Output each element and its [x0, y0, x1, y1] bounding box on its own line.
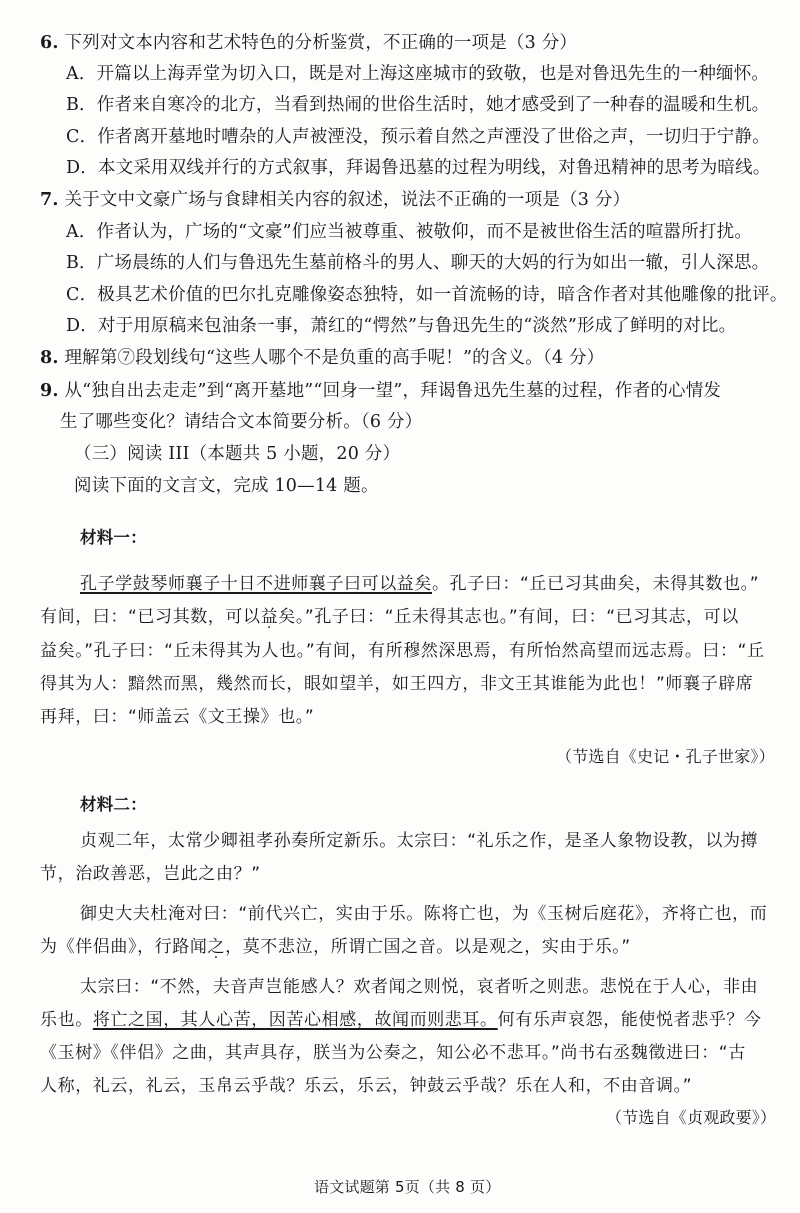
- material-2-line-5: 太宗曰：“不然，夫音声岂能感人？欢者闻之则悦，哀者听之则悲。悲悦在于人心，非由: [80, 977, 759, 997]
- material-2-line-6: [40, 1009, 762, 1031]
- question-number: 7.: [40, 190, 59, 210]
- q6-option-d: D．本文采用双线并行的方式叙事，拜谒鲁迅墓的过程为明线，对鲁迅精神的思考为暗线。: [66, 158, 771, 178]
- question-number: 8.: [40, 348, 59, 368]
- material-2-line-3: 御史大夫杜淹对曰：“前代兴亡，实由于乐。陈将亡也，为《玉树后庭花》，齐将亡也，而: [80, 904, 768, 924]
- question-number: 9.: [40, 381, 59, 401]
- q7-option-d: D．对于用原稿来包油条一事，萧红的“愕然”与鲁迅先生的“淡然”形成了鲜明的对比。: [66, 316, 737, 336]
- material-1-line-1: [80, 573, 759, 595]
- question-text: 从“独自出去走走”到“离开墓地”“回身一望”，拜谒鲁迅先生墓的过程，作者的心情发: [64, 381, 722, 401]
- q6-option-c: C．作者离开墓地时嘈杂的人声被湮没，预示着自然之声湮没了世俗之声，一切归于宁静。: [66, 127, 770, 147]
- section-instruction: 阅读下面的文言文，完成 10—14 题。: [74, 476, 379, 496]
- text-segment: 。孔子曰：“丘已习其曲矣，未得其数也。”: [432, 574, 760, 594]
- question-text: 理解第⑦段划线句“这些人哪个不是负重的高手呢！”的含义。（4 分）: [64, 348, 605, 368]
- underlined-sentence: 孔子学鼓琴师襄子十日不进师襄子曰可以益矣: [80, 574, 432, 594]
- material-2-line-8: 人称，礼云，礼云，玉帛云乎哉？乐云，乐云，钟鼓云乎哉？乐在人和，不由音调。”: [40, 1076, 693, 1096]
- material-1-line-4: 得其为人：黯然而黑，幾然而长，眼如望羊，如王四方，非文王其谁能为此也！”师襄子辟席: [40, 674, 754, 694]
- material-2-line-7: 《玉树》《伴侣》之曲，其声具存，朕当为公奏之，知公必不悲耳。”尚书右丞魏徵进曰：“古: [40, 1043, 746, 1063]
- section-title: （三）阅读 III（本题共 5 小题，20 分）: [74, 444, 401, 464]
- dotted-word: 之: [207, 937, 226, 957]
- text-segment: ，莫不悲泣，所谓亡国之音。以是观之，实由于乐。”: [225, 937, 631, 957]
- material-1-line-2: [40, 606, 739, 628]
- q7-option-b: B．广场晨练的人们与鲁迅先生墓前格斗的男人、聊天的大妈的行为如出一辙，引人深思。: [66, 253, 770, 273]
- question-text: 下列对文本内容和艺术特色的分析鉴赏，不正确的一项是（3 分）: [64, 33, 578, 53]
- text-segment: 矣。”孔子曰：“丘未得其志也。”有间，曰：“已习其志，可以: [278, 607, 739, 627]
- question-7-stem: [40, 189, 630, 211]
- q7-option-a: A．作者认为，广场的“文豪”们应当被尊重、被敬仰，而不是被世俗生活的喧嚣所打扰。: [66, 222, 753, 242]
- question-8: [40, 347, 604, 369]
- page-footer: 语文试题第 5页（共 8 页）: [314, 1178, 501, 1196]
- material-2-line-4: [40, 936, 631, 958]
- material-2-source: （节选自《贞观政要》）: [606, 1108, 777, 1127]
- question-9-line-1: [40, 380, 721, 402]
- question-number: 6.: [40, 33, 59, 53]
- material-1-source: （节选自《史记・孔子世家》）: [556, 747, 775, 766]
- q6-option-b: B．作者来自寒冷的北方，当看到热闹的世俗生活时，她才感受到了一种春的温暖和生机。: [66, 95, 770, 115]
- question-6-stem: [40, 32, 577, 54]
- question-text: 关于文中文豪广场与食肆相关内容的叙述，说法不正确的一项是（3 分）: [64, 190, 631, 210]
- q6-option-a: A．开篇以上海弄堂为切入口，既是对上海这座城市的致敬，也是对鲁迅先生的一种缅怀。: [66, 64, 770, 84]
- text-segment: 何有乐声哀怨，能使悦者悲乎？今: [497, 1010, 762, 1030]
- text-segment: 有间，曰：“已习其数，可以: [40, 607, 261, 627]
- material-2-line-2: 节，治政善恶，岂此之由？”: [40, 864, 261, 884]
- material-2-line-1: 贞观二年，太常少卿祖孝孙奏所定新乐。太宗曰：“礼乐之作，是圣人象物设教，以为撙: [80, 831, 759, 851]
- text-segment: 为《伴侣曲》，行路闻: [40, 937, 208, 957]
- q7-option-c: C．极具艺术价值的巴尔扎克雕像姿态独特，如一首流畅的诗，暗含作者对其他雕像的批评。: [66, 285, 788, 305]
- material-1-line-3: 益矣。”孔子曰：“丘未得其为人也。”有间，有所穆然深思焉，有所怡然高望而远志焉。曰：“丘: [40, 641, 765, 661]
- material-1-line-5: 再拜，曰：“师盖云《文王操》也。”: [40, 707, 315, 727]
- text-segment: 乐也。: [40, 1010, 93, 1030]
- material-2-heading: 材料二：: [80, 795, 147, 814]
- underlined-sentence: 将亡之国，其人心苦，因苦心相感，故闻而则悲耳。: [92, 1010, 498, 1030]
- question-9-line-2: 生了哪些变化？请结合文本简要分析。（6 分）: [60, 412, 423, 432]
- material-1-heading: 材料一：: [80, 528, 147, 547]
- dotted-word: 益: [260, 607, 279, 627]
